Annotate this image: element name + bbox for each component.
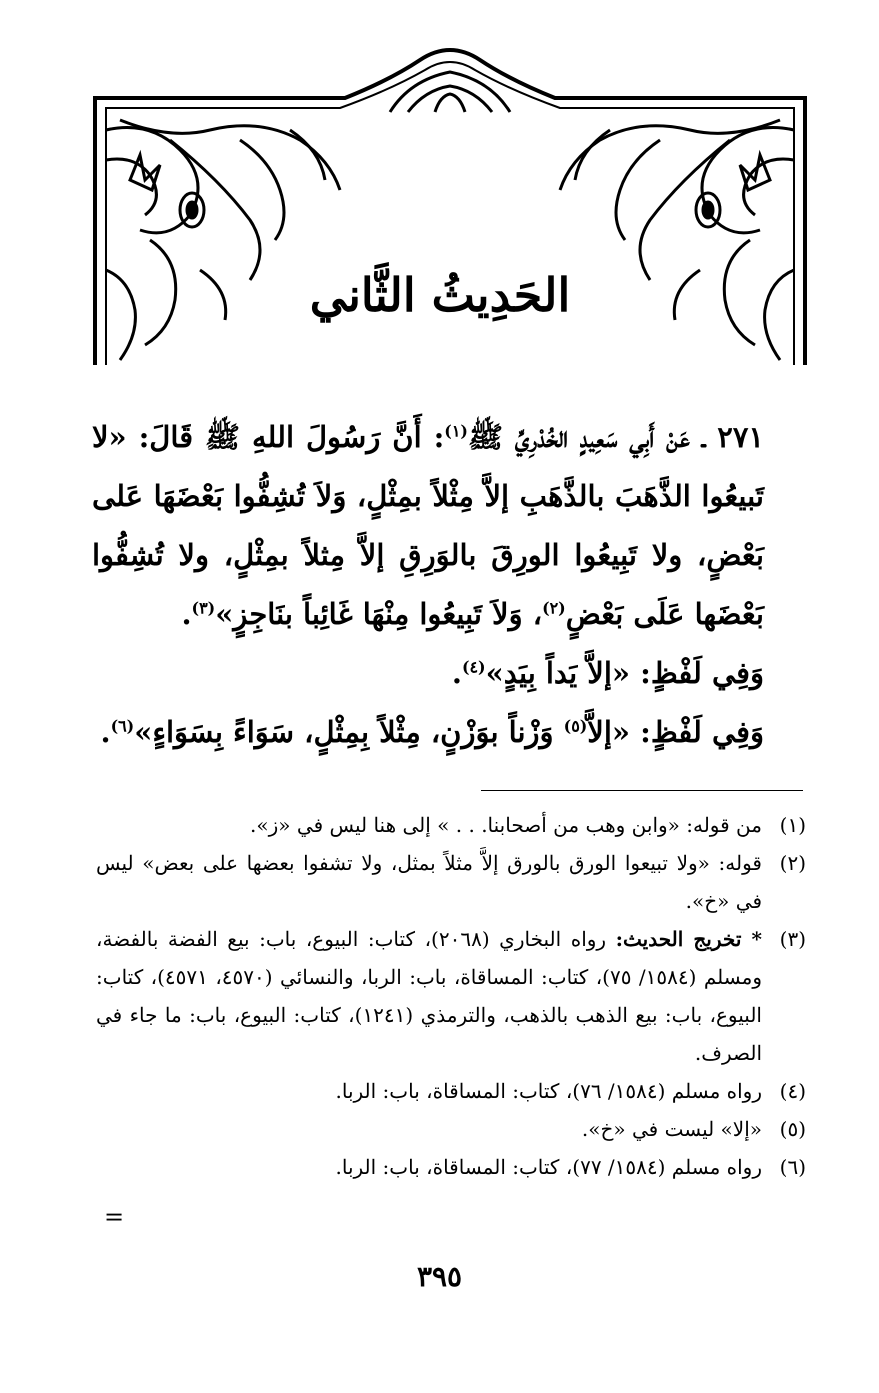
footnote-4 — [96, 1072, 806, 1110]
footnote-5 — [96, 1110, 806, 1148]
footnote-number: (٦) — [779, 1155, 806, 1179]
page-number: ٣٩٥ — [416, 1260, 463, 1293]
footnote-text: قوله: «ولا تبيعوا الورق بالورق إلاَّ مثلاً بمثل، ولا تشفوا بعضها على بعض» ليس في «خ». — [96, 851, 762, 913]
variant-2-text-b: وَزْناً بوَزْنٍ، مِثْلاً بِمِثْلٍ، سَوَاءً بِسَوَاءٍ» — [134, 715, 564, 749]
hadith-ending: ، وَلاَ تَبِيعُوا مِنْهَا غَائِباً بنَاجِزٍ» — [215, 597, 543, 631]
footnote-heading: * تخريج الحديث: — [615, 927, 762, 951]
footnote-text: «إلا» ليست في «خ». — [581, 1117, 762, 1141]
footnote-1 — [96, 806, 806, 844]
hadith-opening: ٢٧١ ـ عَنْ أَبِي سَعِيدٍ الخُدْرِيِّ ﷺ — [467, 420, 765, 454]
footnote-2 — [96, 844, 806, 920]
footnote-ref-6: (٦) — [110, 716, 135, 736]
variant-1-period: . — [451, 656, 462, 690]
footnote-ref-5: (٥) — [563, 716, 588, 736]
footnote-6 — [96, 1148, 806, 1186]
footnote-ref-1: (١) — [444, 421, 468, 441]
footnote-text: رواه البخاري (٢٠٦٨)، كتاب: البيوع، باب: بيع الفضة بالفضة، ومسلم (١٥٨٤/ ٧٥)، كتاب: المساقاة، باب: الربا، والنسائي (٤٥٧٠، ٤٥٧١)، كتاب: البيوع، باب: بيع الذهب بالذهب، والترمذي (١٢٤١)، كتاب: البيوع، باب: ما جاء في الصرف. — [96, 927, 762, 1065]
chapter-title: الحَدِيثُ الثَّاني — [309, 268, 571, 322]
variant-2-text-a: وَفِي لَفْظٍ: «إلاَّ — [587, 715, 764, 749]
footnote-text: رواه مسلم (١٥٨٤/ ٧٧)، كتاب: المساقاة، باب: الربا. — [335, 1155, 762, 1179]
footnote-separator — [481, 790, 803, 791]
hadith-period: . — [181, 597, 192, 631]
footnote-3 — [96, 920, 806, 1072]
footnote-number: (٣) — [779, 927, 806, 951]
continuation-mark: = — [104, 1203, 125, 1231]
footnote-ref-4: (٤) — [461, 657, 486, 677]
footnote-number: (٢) — [779, 851, 806, 875]
footnote-number: (٥) — [779, 1117, 806, 1141]
footnote-ref-2: (٢) — [542, 598, 566, 618]
variant-wording-2 — [92, 703, 812, 762]
hadith-body: : أَنَّ رَسُولَ اللهِ ﷺ قَالَ: «لا تَبيعُوا الذَّهَبَ بالذَّهَبِ إلاَّ مِثْلاً بمِثْلٍ، وَلاَ تُشِفُّوا بَعْضَهَا عَلى بَعْضٍ، ولا تَبِيعُوا الورِقَ بالوَرِقِ إلاَّ مِثلاً بمِثْلٍ، ولا تُشِفُّوا بَعْضَها عَلَى بَعْضٍ — [92, 420, 764, 631]
variant-1-text: وَفِي لَفْظٍ: «إلاَّ يَداً بِيَدٍ» — [485, 656, 764, 690]
footnote-text: رواه مسلم (١٥٨٤/ ٧٦)، كتاب: المساقاة، باب: الربا. — [335, 1079, 762, 1103]
variant-wording-1 — [92, 644, 812, 703]
variant-2-period: . — [100, 715, 111, 749]
footnote-text-container — [96, 920, 762, 1072]
hadith-paragraph — [92, 408, 812, 644]
footnote-text: من قوله: «وابن وهب من أصحابنا. . . » إلى هنا ليس في «ز». — [250, 813, 762, 837]
footnote-ref-3: (٣) — [191, 598, 216, 618]
footnotes — [96, 806, 806, 1186]
footnote-number: (٤) — [779, 1079, 806, 1103]
footnote-number: (١) — [779, 813, 806, 837]
hadith-text — [92, 408, 812, 762]
